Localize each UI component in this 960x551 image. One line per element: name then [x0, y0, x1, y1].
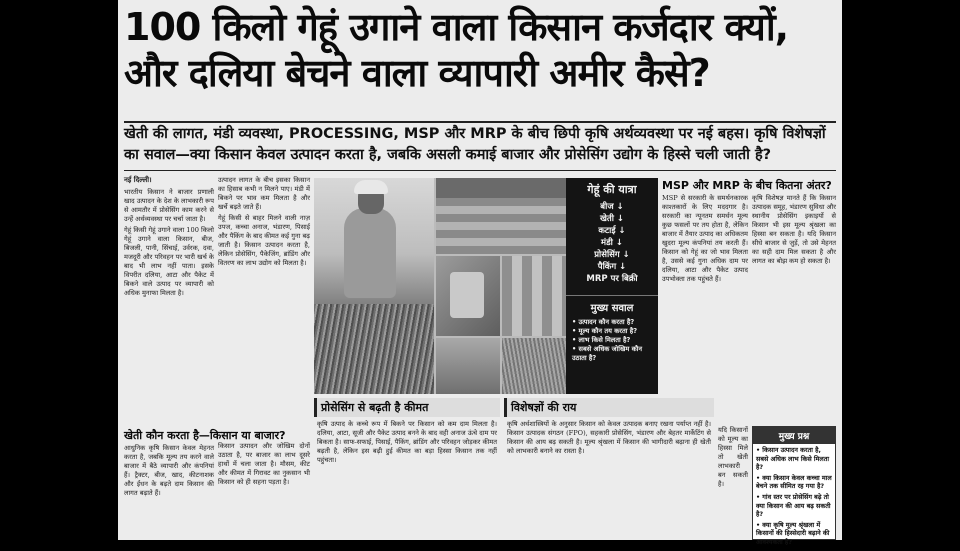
main-questions-list [566, 318, 658, 363]
journey-step: बीज ↓ [600, 202, 624, 212]
paragraph: यदि किसानों को मूल्य का हिस्सा मिले तो खेती लाभकारी बन सकती है। [718, 426, 748, 488]
journey-title: गेहूं की यात्रा [587, 183, 637, 196]
experts-heading: विशेषज्ञों की राय [504, 398, 714, 417]
key-question-item: • क्या किसान केवल कच्चा माल बेचने तक सीमित रह गया है? [756, 473, 832, 491]
dateline: नई दिल्ली। [124, 176, 152, 184]
grain-sacks-photo [436, 338, 500, 394]
journey-steps [566, 201, 658, 285]
question-item: • सबसे अधिक जोखिम कौन उठाता है? [572, 345, 643, 362]
article-column-2 [218, 176, 310, 426]
grain-warehouse-photo [436, 178, 566, 254]
key-questions-title: मुख्य प्रश्न [753, 427, 835, 444]
article-column-1 [124, 176, 214, 426]
paragraph: MSP से सरकारी के समर्थनकारक काश्तकारों के लिए मददगार है। सरकारी का न्यूनतम समर्थन मूल्य कुछ फसलों पर तय होता है, लेकिन बाजार में तैयार उत्पाद का अधिकतम खुदरा मूल्य कंपनियां तय करती हैं। किसान को गेहूं का जो भाव मिलता है, उससे कई गुना अधिक दाम पर दलिया, आटा और पैकेट उत्पाद उपभोक्ता तक पहुंचते हैं। [662, 194, 748, 283]
journey-step: मंडी ↓ [601, 238, 623, 248]
key-questions-list [753, 444, 835, 551]
paragraph: उत्पादन लागत के बीच इसका किसान का हिसाब कभी न मिलने पाए। मंडी में बिकने पर भाव कम मिलता है और खर्चे बढ़ते जाते हैं। [218, 176, 310, 211]
farmer-photo [314, 178, 434, 394]
msp-mrp-column-1 [662, 194, 748, 424]
farmer-market-column-2 [218, 428, 310, 540]
divider [124, 170, 836, 171]
key-question-item: • गांव स्तर पर प्रोसेसिंग बढ़े तो क्या किसान की आय बढ़ सकती है? [756, 492, 831, 519]
paragraph: आधुनिक कृषि किसान केवल मेहनत करता है, जबकि मूल्य तय करने वाले बाजार में बैठे व्यापारी और कंपनियां हैं। ट्रैक्टर, बीज, खाद, कीटनाशक और ईंधन के बढ़ते दाम किसान की लागत बढ़ाते हैं। [124, 444, 214, 497]
subheadline: खेती की लागत, मंडी व्यवस्था, PROCESSING, MSP और MRP के बीच छिपी कृषि अर्थव्यवस्था पर नई बहस। कृषि विशेषज्ञों का सवाल—क्या किसान केवल उत्पादन करता है, जबकि असली कमाई बाजार और प्रोसेसिंग उद्योग के हिस्से चली जाती है? [124, 126, 826, 163]
side-note-column [718, 426, 748, 540]
packaged-products-photo [502, 256, 566, 336]
divider [124, 121, 836, 123]
journey-step: MRP पर बिक्री [586, 274, 638, 284]
headline [124, 4, 836, 96]
paragraph: गेहूं किसी गेहूं उगाने वाला 100 किलो गेहूं उगाने वाला किसान, बीज, बिजली, पानी, सिंचाई, उर्वरक, दवा, मजदूरी और परिवहन पर भारी खर्च के बाद भी लाभ नहीं पाता। इसके विपरीत दलिया, आटा और पैकेट में बिकने वाले उत्पाद पर व्यापारी को अधिक मुनाफा मिलता है। [124, 226, 214, 297]
wheat-journey-panel [566, 178, 658, 394]
farmer-or-market-heading: खेती कौन करता है—किसान या बाजार? [124, 429, 286, 442]
key-question-item: • किसान उत्पादन करता है, सबसे अधिक लाभ किसे मिलता है? [756, 446, 830, 472]
newspaper-page [118, 0, 842, 546]
processing-section [314, 398, 500, 540]
paragraph: गेहूं किसी से बाहर मिलने वाली नाज़ उपज, कच्चा अनाज, भंडारण, पिसाई और पैकिंग के बाद कीमत कई गुना बढ़ जाती है। किसान उत्पादन करता है, लेकिन प्रोसेसिंग, पैकेजिंग, ब्रांडिंग और वितरण का लाभ उद्योग को मिलता है। [218, 214, 310, 267]
msp-mrp-heading: MSP और MRP के बीच कितना अंतर? [662, 179, 832, 192]
headline-line-1: 100 किलो गेहूं उगाने वाला किसान कर्जदार क्यों, [124, 5, 789, 49]
processing-text: कृषि उत्पाद के कच्चे रूप में बिकने पर किसान को कम दाम मिलता है। दलिया, आटा, सूजी और पैकेट उत्पाद बनने के बाद वही अनाज ऊंचे दाम पर बिकता है। साफ-सफाई, पिसाई, पैकिंग, ब्रांडिंग और परिवहन जोड़कर कीमत बढ़ती है, लेकिन इस बढ़ी हुई कीमत का बड़ा हिस्सा किसान तक नहीं पहुंचता। [317, 420, 497, 464]
key-questions-box [752, 426, 836, 546]
paragraph: किसान उत्पादन और जोखिम दोनों उठाता है, पर बाजार का लाभ दूसरे हाथों में चला जाता है। मौसम, कीट और कीमत में गिरावट का नुकसान भी किसान को ही सहना पड़ता है। [218, 442, 310, 486]
journey-step: प्रोसेसिंग ↓ [594, 250, 630, 260]
key-question-item: • क्या कृषि मूल्य श्रृंखला में किसानों की हिस्सेदारी बढ़ाने की आवश्यकता है? [756, 520, 830, 546]
msp-mrp-column-2 [752, 194, 836, 424]
experts-text: कृषि अर्थशास्त्रियों के अनुसार किसान को केवल उत्पादक बनाए रखना पर्याप्त नहीं है। किसान उत्पादक संगठन (FPO), सहकारी प्रोसेसिंग, भंडारण और बेहतर मार्केटिंग से किसान की आय बढ़ सकती है। मूल्य श्रृंखला में किसान की भागीदारी बढ़ाना ही खेती को लाभकारी बनाने का रास्ता है। [507, 420, 711, 455]
journey-step: कटाई ↓ [598, 226, 626, 236]
flour-mill-photo [436, 256, 500, 336]
journey-step: खेती ↓ [599, 214, 625, 224]
main-questions-title: मुख्य सवाल [566, 295, 658, 314]
experts-section [504, 398, 714, 540]
headline-line-2: और दलिया बेचने वाला व्यापारी अमीर कैसे? [124, 51, 710, 95]
photo-collage [314, 178, 566, 394]
question-item: • उत्पादन कौन करता है? [572, 318, 635, 326]
paragraph: भारतीय किसान ने बाजार प्रणाली खाद उत्पादन के देश के लाभकारी रूप से आमतौर में प्रोसेसिंग काम करने से उन्हें अर्थव्यवस्था पर चर्चा जाता है। [124, 188, 214, 223]
journey-step: पैकिंग ↓ [597, 262, 627, 272]
question-item: • मूल्य कौन तय करता है? [572, 327, 638, 335]
paragraph: कृषि विशेषज्ञ मानते हैं कि किसान उत्पादक समूह, भंडारण सुविधा और स्थानीय प्रोसेसिंग इकाइयों से किसान भी इस मूल्य श्रृंखला का हिस्सा बन सकता है। यदि किसान सीधे बाजार से जुड़ें, तो उसे मेहनत का सही दाम मिल सकता है और लागत का बोझ कम हो सकता है। [752, 194, 836, 265]
farmer-market-column-1 [124, 444, 214, 540]
wheat-field-photo [502, 338, 566, 394]
processing-heading: प्रोसेसिंग से बढ़ती है कीमत [314, 398, 500, 417]
question-item: • लाभ किसे मिलता है? [572, 336, 631, 344]
